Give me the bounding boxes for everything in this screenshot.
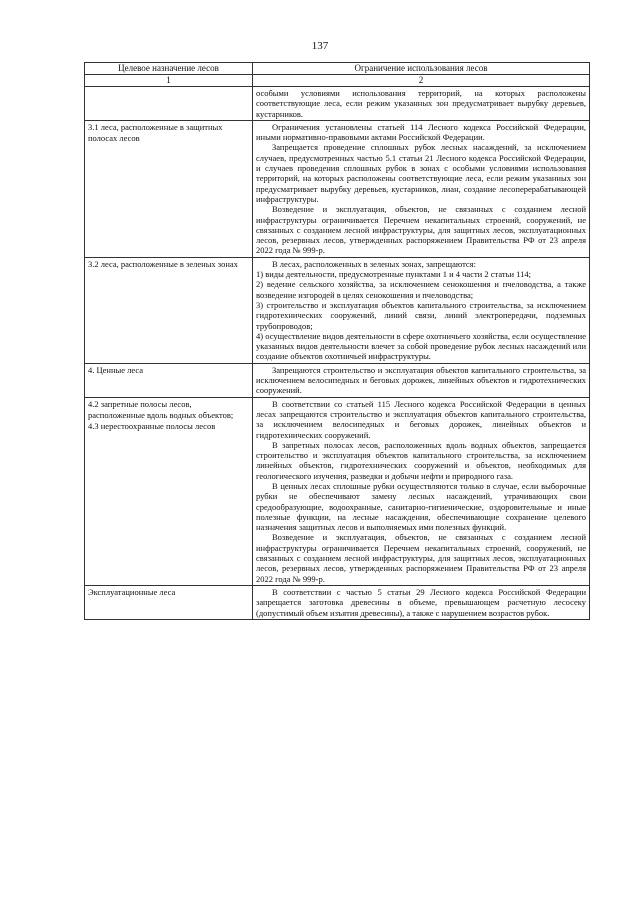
restriction-paragraph: 2) ведение сельского хозяйства, за исключением сенокошения и пчеловодства, а также возведение изгородей в целях сенокошения и пчеловодства;	[256, 279, 586, 300]
forest-purpose-cell	[85, 363, 253, 397]
restriction-paragraph: особыми условиями использования территорий, на которых расположены соответствующие леса, если режим указанных зон предусматривает вырубку деревьев, кустарников.	[256, 88, 586, 119]
restriction-cell	[253, 257, 590, 363]
restriction-paragraph: Запрещается проведение сплошных рубок лесных насаждений, за исключением случаев, предусмотренных частью 5.1 статьи 21 Лесного кодекса Российской Федерации, и случаев проведения сплошных рубок в зонах с особыми условиями использования территорий, на которых расположены соответствующие леса, если режим указанных зон предусматривает вырубку деревьев, кустарников, лиан, создание лесоперерабатывающей инфраструктуры.	[256, 142, 586, 204]
table-body	[85, 87, 590, 620]
restriction-paragraph: В запретных полосах лесов, расположенных вдоль водных объектов, запрещается строительство и эксплуатация объектов капитального строительства, за исключением линейных объектов, гидротехнических сооружений и объектов, необходимых для геологического изучения, разведки и добычи нефти и природного газа.	[256, 439, 586, 481]
forest-purpose-label: Эксплуатационные леса	[88, 586, 176, 597]
forest-purpose-cell	[85, 585, 253, 619]
forest-purpose-label: 3.1 леса, расположенные в защитных полосах лесов	[88, 121, 223, 144]
forest-purpose-cell	[85, 397, 253, 585]
restriction-cell	[253, 120, 590, 257]
restriction-paragraph: В ценных лесах сплошные рубки осуществляются только в случае, если выборочные рубки не обеспечивают замену лесных насаждений, утрачивающих свои средообразующие, водоохранные, санитарно-гигиенические, оздоровительные и иные полезные функции, на лесные насаждения, обеспечивающие сохранение целевого назначения защитных лесов и выполняемых ими полезных функций.	[256, 480, 586, 533]
restriction-cell	[253, 87, 590, 121]
forest-purpose-cell	[85, 87, 253, 121]
restriction-paragraph: 3) строительство и эксплуатация объектов капитального строительства, за исключением гидротехнических сооружений, линий связи, линий электропередачи, подземных трубопроводов;	[256, 299, 586, 331]
column-header-purpose: Целевое назначение лесов	[85, 63, 253, 75]
table-header-row	[85, 63, 590, 75]
restriction-paragraph: Запрещаются строительство и эксплуатация объектов капитального строительства, за исключением велосипедных и беговых дорожек, линейных объектов и гидротехнических сооружений.	[256, 364, 586, 396]
column-number-1: 1	[85, 75, 253, 87]
restriction-cell	[253, 585, 590, 619]
table-row	[85, 363, 590, 397]
forest-purpose-label: 4.2 запретные полосы лесов, расположенные вдоль водных объектов;	[88, 398, 234, 420]
restriction-paragraph: В соответствии со статьей 115 Лесного кодекса Российской Федерации в ценных лесах запрещаются строительство и эксплуатация объектов капитального строительства, за исключением велосипедных и беговых дорожек, линейных объектов и гидротехнических сооружений.	[256, 398, 586, 440]
table-row	[85, 397, 590, 585]
table-row	[85, 585, 590, 619]
restriction-cell	[253, 397, 590, 585]
table-row	[85, 257, 590, 363]
restriction-paragraph: 4) осуществление видов деятельности в сфере охотничьего хозяйства, если осуществление указанных видов деятельности влечет за собой проведение рубок лесных насаждений или создание объектов охотничьей инфраструктуры.	[256, 330, 586, 362]
restriction-paragraph: Возведение и эксплуатация, объектов, не связанных с созданием лесной инфраструктуры ограничивается Перечнем некапитальных строений, сооружений, не связанных с созданием лесной инфраструктуры, для защитных лесов, эксплуатационных лесов, резервных лесов, утвержденных распоряжением Правительства РФ от 23 апреля 2022 года № 999-р.	[256, 532, 586, 584]
table-row	[85, 87, 590, 121]
restriction-cell	[253, 363, 590, 397]
table-column-number-row	[85, 75, 590, 87]
restriction-paragraph: 1) виды деятельности, предусмотренные пунктами 1 и 4 части 2 статьи 114;	[256, 269, 531, 280]
forest-purpose-label: 4.3 нерестоохранные полосы лесов	[88, 421, 216, 432]
page-number: 137	[311, 40, 329, 52]
forest-purpose-label: 3.2 леса, расположенные в зеленых зонах	[88, 258, 238, 269]
restriction-paragraph: В соответствии с частью 5 статьи 29 Лесного кодекса Российской Федерации запрещается заготовка древесины в объеме, превышающем расчетную лесосеку (допустимый объем изъятия древесины), а также с нарушением возрастов рубок.	[256, 586, 586, 618]
restriction-paragraph: В лесах, расположенных в зеленых зонах, запрещаются:	[272, 258, 476, 269]
column-number-2: 2	[253, 75, 590, 87]
column-header-restriction: Ограничение использования лесов	[253, 63, 590, 75]
restriction-paragraph: Ограничения установлены статьей 114 Лесного кодекса Российской Федерации, иными нормативно-правовыми актами Российской Федерации.	[256, 121, 586, 143]
table-row	[85, 120, 590, 257]
restriction-paragraph: Возведение и эксплуатация, объектов, не связанных с созданием лесной инфраструктуры ограничивается Перечнем некапитальных строений, сооружений, не связанных с созданием лесной инфраструктуры, для защитных лесов, эксплуатационных лесов, резервных лесов, утвержденных распоряжением Правительства РФ от 23 апреля 2022 года № 999-р.	[256, 204, 586, 256]
forest-purpose-cell	[85, 120, 253, 257]
forest-purpose-label: 4. Ценные леса	[88, 364, 143, 375]
forest-restrictions-table	[84, 62, 590, 620]
forest-purpose-cell	[85, 257, 253, 363]
